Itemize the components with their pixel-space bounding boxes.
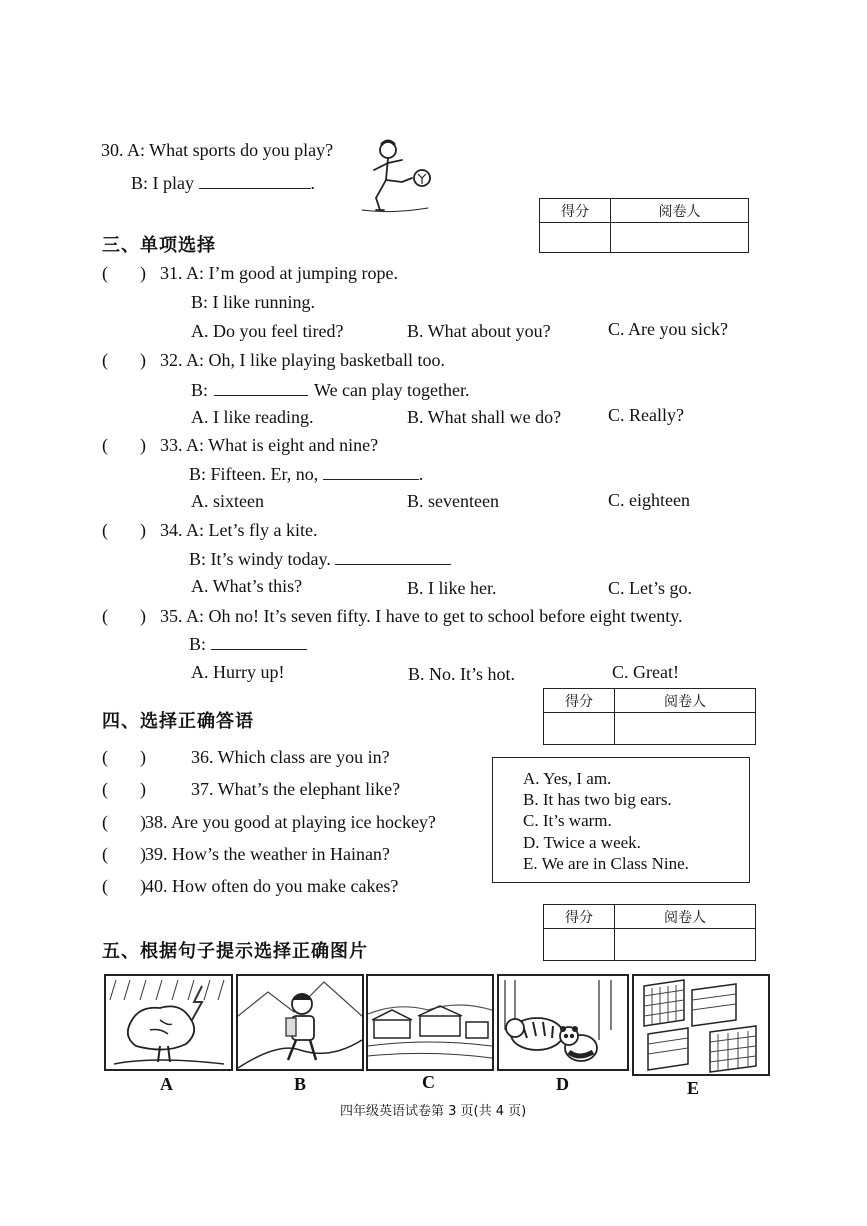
q34-option-a: A. What’s this? [191, 576, 303, 596]
score-label: 得分 [544, 905, 615, 929]
q36-question: 36. Which class are you in? [191, 747, 390, 767]
section3-title: 三、单项选择 [102, 235, 216, 256]
score-label: 得分 [544, 689, 615, 713]
q32-line-a: 32. A: Oh, I like playing basketball too. [160, 350, 445, 370]
q31-answer-paren[interactable]: ( ) [102, 263, 146, 283]
q30-line-b [131, 172, 315, 194]
q33-b-suffix: . [418, 464, 424, 484]
answer-option-d: D. Twice a week. [523, 833, 641, 852]
q33-option-a: A. sixteen [191, 491, 264, 511]
score-cell[interactable] [544, 929, 615, 961]
q32-line-b [191, 379, 470, 401]
q32-b-suffix: We can play together. [314, 380, 470, 400]
storm-tree-icon [106, 976, 231, 1069]
q37-question: 37. What’s the elephant like? [191, 779, 401, 799]
q38-answer-paren[interactable]: ( ) [102, 812, 146, 832]
q40-question: 40. How often do you make cakes? [145, 876, 399, 896]
q30-answer-blank[interactable] [199, 172, 311, 189]
reviewer-label: 阅卷人 [615, 905, 756, 929]
q33-answer-blank[interactable] [323, 463, 419, 480]
picture-e[interactable] [632, 974, 770, 1076]
q32-answer-blank[interactable] [214, 379, 308, 396]
picture-a[interactable] [104, 974, 233, 1071]
score-label: 得分 [540, 199, 611, 223]
q34-option-c: C. Let’s go. [608, 578, 692, 598]
reviewer-cell[interactable] [611, 223, 749, 253]
village-landscape-icon [368, 976, 492, 1069]
q34-line-b [189, 548, 451, 570]
answer-option-b: B. It has two big ears. [523, 790, 672, 809]
q30-end-mark: . [310, 173, 315, 193]
page-footer: 四年级英语试卷第 3 页(共 4 页) [340, 1104, 527, 1119]
tiger-panda-icon [499, 976, 627, 1069]
soccer-player-icon [352, 136, 440, 216]
score-table-1 [539, 198, 749, 253]
score-table-2 [543, 688, 756, 745]
q35-option-b: B. No. It’s hot. [408, 664, 516, 684]
q34-b-prefix: B: It’s windy today. [189, 549, 331, 569]
answer-option-e: E. We are in Class Nine. [523, 854, 689, 873]
q37-answer-paren[interactable]: ( ) [102, 779, 146, 799]
q39-question: 39. How’s the weather in Hainan? [145, 844, 390, 864]
q31-option-c: C. Are you sick? [608, 319, 728, 339]
q39-answer-paren[interactable]: ( ) [102, 844, 146, 864]
q31-option-b: B. What about you? [407, 321, 551, 341]
q32-answer-paren[interactable]: ( ) [102, 350, 146, 370]
q35-line-a: 35. A: Oh no! It’s seven fifty. I have to get to school before eight twenty. [160, 606, 683, 626]
q31-option-a: A. Do you feel tired? [191, 321, 344, 341]
reviewer-label: 阅卷人 [611, 199, 749, 223]
picture-c[interactable] [366, 974, 494, 1071]
q33-option-c: C. eighteen [608, 490, 690, 510]
q38-question: 38. Are you good at playing ice hockey? [145, 812, 436, 832]
q32-option-b: B. What shall we do? [407, 407, 562, 427]
q31-line-a: 31. A: I’m good at jumping rope. [160, 263, 398, 283]
q35-option-a: A. Hurry up! [191, 662, 285, 682]
q32-option-a: A. I like reading. [191, 407, 314, 427]
answer-option-a: A. Yes, I am. [523, 769, 612, 788]
q33-answer-paren[interactable]: ( ) [102, 435, 146, 455]
score-table-3 [543, 904, 756, 961]
q31-line-b: B: I like running. [191, 292, 315, 312]
q35-answer-paren[interactable]: ( ) [102, 606, 146, 626]
answer-options-box [492, 757, 750, 883]
section4-title: 四、选择正确答语 [102, 711, 254, 732]
q35-b-prefix: B: [189, 634, 207, 654]
reviewer-cell[interactable] [615, 713, 756, 745]
q30-b-prefix: B: I play [131, 173, 194, 193]
library-shelves-icon [634, 976, 768, 1074]
q34-answer-blank[interactable] [335, 548, 451, 565]
q34-answer-paren[interactable]: ( ) [102, 520, 146, 540]
q30-line-a: 30. A: What sports do you play? [101, 140, 334, 160]
q33-line-b [189, 463, 423, 485]
q33-b-prefix: B: Fifteen. Er, no, [189, 464, 319, 484]
q35-answer-blank[interactable] [211, 633, 307, 650]
q35-option-c: C. Great! [612, 662, 679, 682]
reviewer-cell[interactable] [615, 929, 756, 961]
q33-option-b: B. seventeen [407, 491, 499, 511]
picture-b[interactable] [236, 974, 364, 1071]
hiker-boy-icon [238, 976, 362, 1069]
reviewer-label: 阅卷人 [615, 689, 756, 713]
q35-line-b [189, 633, 307, 655]
q34-line-a: 34. A: Let’s fly a kite. [160, 520, 318, 540]
q40-answer-paren[interactable]: ( ) [102, 876, 146, 896]
picture-d[interactable] [497, 974, 629, 1071]
picture-b-label: B [294, 1074, 307, 1094]
section5-title: 五、根据句子提示选择正确图片 [102, 941, 368, 962]
answer-option-c: C. It’s warm. [523, 811, 612, 830]
picture-a-label: A [160, 1074, 173, 1094]
picture-c-label: C [422, 1072, 435, 1092]
score-cell[interactable] [544, 713, 615, 745]
picture-d-label: D [556, 1074, 569, 1094]
q32-b-prefix: B: [191, 380, 209, 400]
q33-line-a: 33. A: What is eight and nine? [160, 435, 379, 455]
score-cell[interactable] [540, 223, 611, 253]
picture-e-label: E [687, 1078, 700, 1098]
q32-option-c: C. Really? [608, 405, 684, 425]
q36-answer-paren[interactable]: ( ) [102, 747, 146, 767]
q34-option-b: B. I like her. [407, 578, 497, 598]
